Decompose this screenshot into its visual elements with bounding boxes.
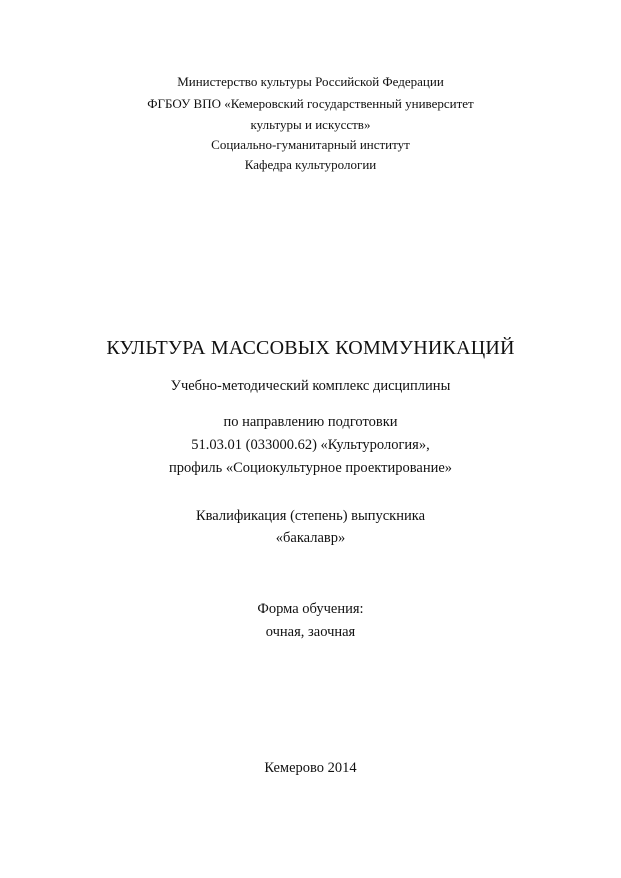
university-line-2: культуры и искусств» [250,117,371,132]
qualification-value: «бакалавр» [275,530,346,546]
profile-line: профиль «Социокультурное проектирование» [168,460,453,476]
document-title: КУЛЬТУРА МАССОВЫХ КОММУНИКАЦИЙ [106,337,515,359]
city-year: Кемерово 2014 [264,760,357,776]
study-form-label: Форма обучения: [257,601,364,617]
direction-code: 51.03.01 (033000.62) «Культурология», [191,437,430,453]
qualification-label: Квалификация (степень) выпускника [195,508,426,524]
study-form-value: очная, заочная [265,624,356,640]
direction-label: по направлению подготовки [223,414,398,430]
university-line-1: ФГБОУ ВПО «Кемеровский государственный университет [147,96,474,111]
document-subtitle: Учебно-методический комплекс дисциплины [170,378,451,394]
institute-line: Социально-гуманитарный институт [211,137,410,152]
ministry-line: Министерство культуры Российской Федерации [177,74,444,89]
department-line: Кафедра культурологии [244,157,377,172]
